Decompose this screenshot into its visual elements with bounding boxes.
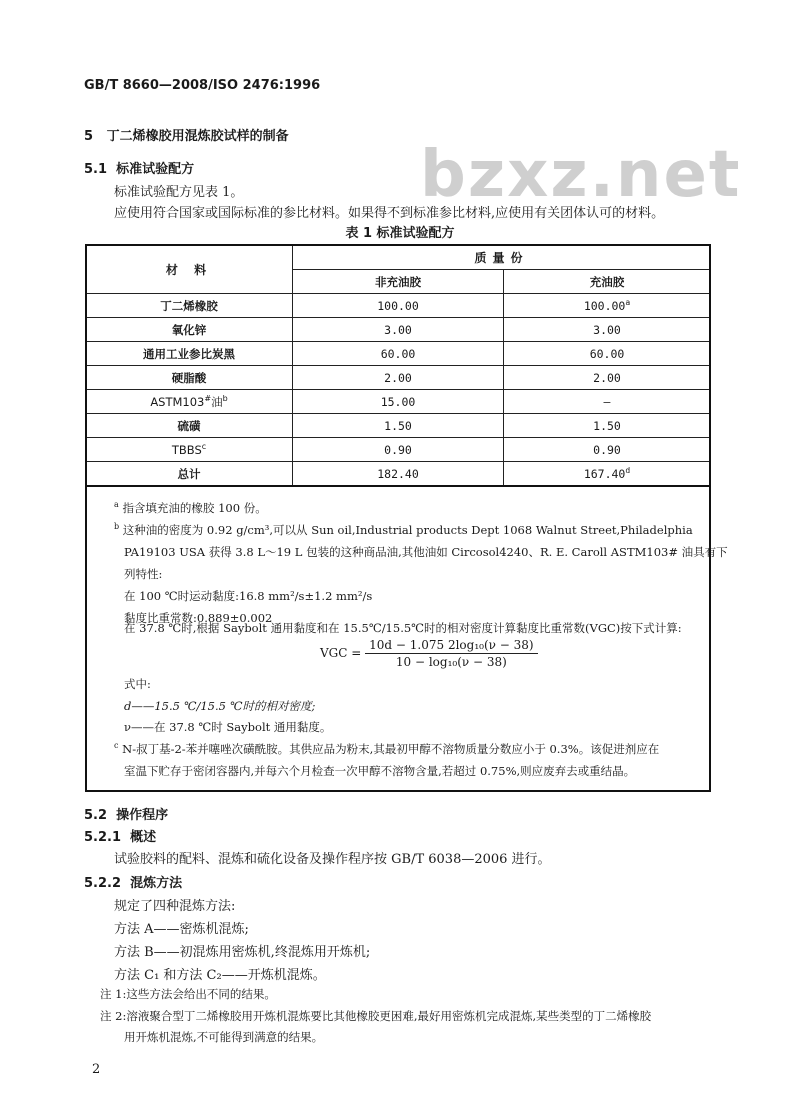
note: 注 2:溶液聚合型丁二烯橡胶用开炼机混炼要比其他橡胶更困难,最好用密炼机完成混炼,某些类型的丁二烯橡胶 [100,1009,652,1023]
footnote-line: d——15.5 ℃/15.5 ℃时的相对密度; [124,699,316,713]
footnote-line: 式中: [124,677,151,691]
section-title: 操作程序 [116,808,169,823]
footnote-line: 在 100 ℃时运动黏度:16.8 mm²/s±1.2 mm²/s [124,589,373,603]
section-number: 5.2 [84,808,108,823]
footnote-line: 室温下贮存于密闭容器内,并每六个月检查一次甲醇不溶物含量,若超过 0.75%,则应废弃去或重结晶。 [124,764,636,778]
note: 注 1:这些方法会给出不同的结果。 [100,987,276,1001]
value-cell: 1.50 [504,414,711,438]
footnote-line: PA19103 USA 获得 3.8 L～19 L 包装的这种商品油,其他油如 Circosol4240、R. E. Caroll ASTM103# 油具有下 [124,545,728,559]
footnote-b: $^b$ 这种油的密度为 0.92 g/cm³,可以从 Sun oil,Industrial products Dept 1068 Walnut Street,Philadelphia [114,522,693,537]
value-cell: 15.00 [293,390,504,414]
table-caption: 表 1 标准试验配方 [345,226,455,241]
section-title: 标准试验配方 [116,162,195,177]
section-5-heading [84,125,289,144]
material-cell: 通用工业参比炭黑 [86,342,293,366]
column-header-material: 材 料 [86,245,293,294]
material-cell: 丁二烯橡胶 [86,294,293,318]
footnote-line: 列特性: [124,567,163,581]
footnote-line: 在 37.8 ℃时,根据 Saybolt 通用黏度和在 15.5℃/15.5℃时的相对密度计算黏度比重常数(VGC)按下式计算: [124,621,682,635]
value-cell: 3.00 [504,318,711,342]
page-number: 2 [92,1062,101,1077]
section-5-1-heading [84,158,194,177]
section-title: 混炼方法 [130,876,183,891]
section-number: 5.2.1 [84,830,122,845]
table-row [86,342,711,366]
standard-header: GB/T 8660—2008/ISO 2476:1996 [84,78,321,93]
table-row [86,318,711,342]
column-header-mass: 质量份 [293,245,711,270]
value-cell: 3.00 [293,318,504,342]
material-cell: 硫磺 [86,414,293,438]
section-title: 概述 [130,830,157,845]
method-item: 方法 A——密炼机混炼; [114,922,249,937]
table-row [86,414,711,438]
value-cell: 2.00 [293,366,504,390]
value-cell: 0.90 [504,438,711,462]
value-cell: 100.00$^a$ [504,294,711,318]
column-header-non-oil: 非充油胶 [293,270,504,294]
value-cell: 182.40 [293,462,504,487]
section-number: 5 [84,129,94,144]
section-title: 丁二烯橡胶用混炼胶试样的制备 [106,129,289,144]
section-number: 5.2.2 [84,876,122,891]
footnote-line: 黏度比重常数:0.889±0.002 [124,611,273,625]
value-cell: 0.90 [293,438,504,462]
note: 用开炼机混炼,不可能得到满意的结果。 [124,1030,324,1044]
value-cell: 167.40$^d$ [504,462,711,487]
footnote-a: $^a$ 指含填充油的橡胶 100 份。 [114,500,267,515]
section-5-2-heading [84,804,168,823]
value-cell: 2.00 [504,366,711,390]
table-row [86,294,711,318]
material-cell: ASTM103#油$^b$ [86,390,293,414]
paragraph: 规定了四种混炼方法: [114,899,236,914]
material-cell: 氧化锌 [86,318,293,342]
footnote-line: ν——在 37.8 ℃时 Saybolt 通用黏度。 [124,720,332,734]
value-cell: 60.00 [504,342,711,366]
table-row [86,390,711,414]
material-cell: 总计 [86,462,293,487]
footnote-c: $^c$ N-叔丁基-2-苯并噻唑次磺酰胺。其供应品为粉末,其最初甲醇不溶物质量分数应小于 0.3%。该促进剂应在 [114,741,660,756]
column-header-oil: 充油胶 [504,270,711,294]
value-cell: 1.50 [293,414,504,438]
watermark: bzxz.net [420,138,742,212]
section-5-2-2-heading [84,872,182,891]
paragraph: 应使用符合国家或国际标准的参比材料。如果得不到标准参比材料,应使用有关团体认可的材料。 [114,206,665,221]
value-cell: 60.00 [293,342,504,366]
method-item: 方法 B——初混炼用密炼机,终混炼用开炼机; [114,945,371,960]
table-row [86,366,711,390]
material-cell: 硬脂酸 [86,366,293,390]
value-cell: 100.00 [293,294,504,318]
paragraph: 标准试验配方见表 1。 [114,185,244,200]
paragraph: 试验胶料的配料、混炼和硫化设备及操作程序按 GB/T 6038—2006 进行。 [114,852,551,867]
table-row [86,438,711,462]
section-number: 5.1 [84,162,108,177]
table-row-total [86,462,711,487]
value-cell: — [504,390,711,414]
section-5-2-1-heading [84,826,156,845]
method-item: 方法 C₁ 和方法 C₂——开炼机混炼。 [114,968,326,983]
formulation-table [85,244,711,487]
material-cell: TBBS$^c$ [86,438,293,462]
vgc-formula: VGC = $\frac{\text{10d − 1.075 2log₁₀(ν − 38)}}{\text{10 − log₁₀(ν − 38)}}$ [320,638,538,669]
